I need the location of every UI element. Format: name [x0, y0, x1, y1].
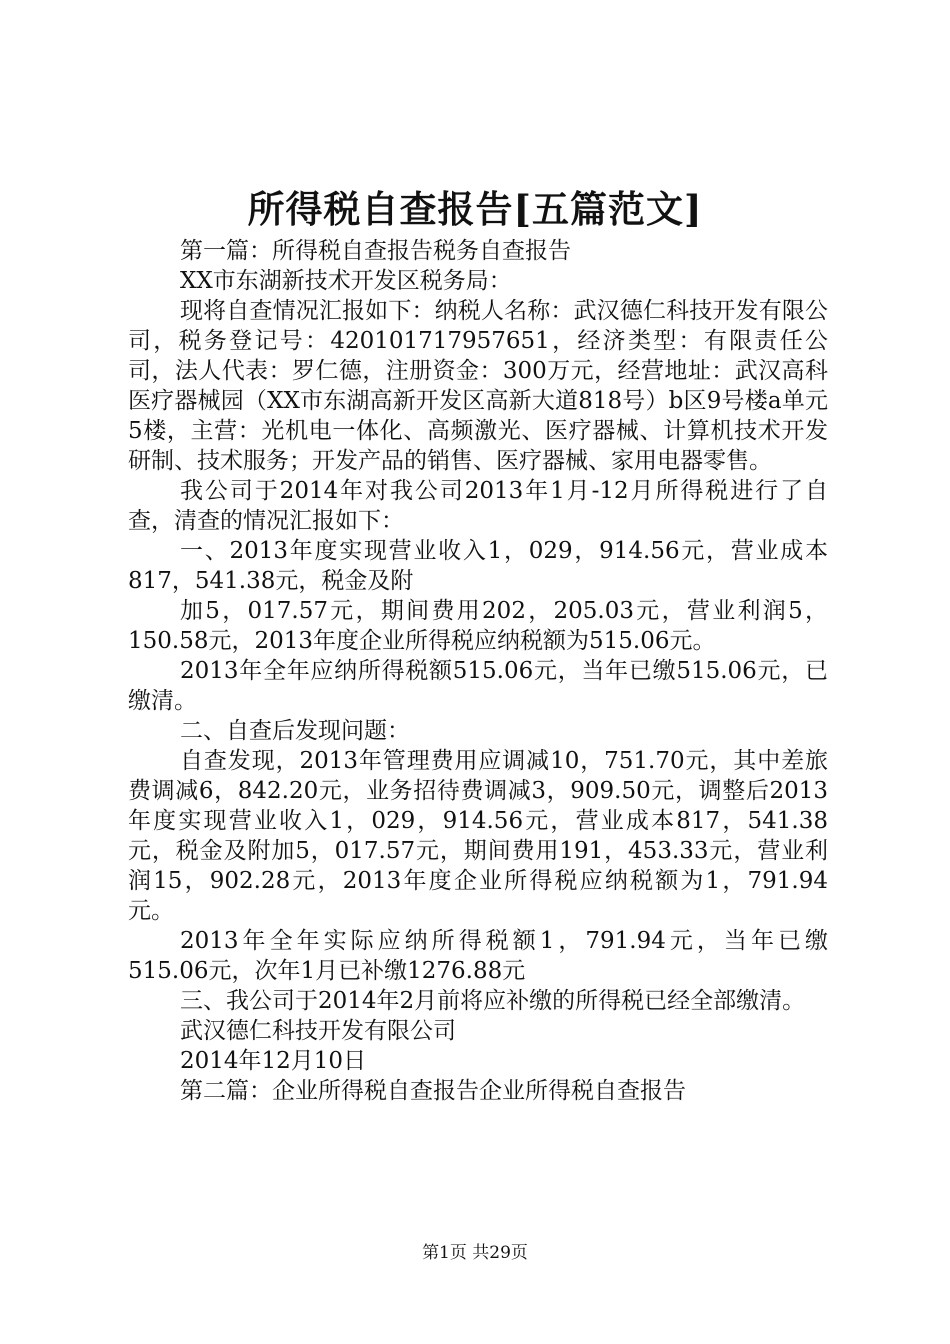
paragraph-actual-tax: 2013年全年实际应纳所得税额1，791.94元，当年已缴515.06元，次年1月已补缴1276.88元	[128, 928, 828, 984]
paragraph-item-1: 一、2013年度实现营业收入1，029，914.56元，营业成本817，541.38元，税金及附	[128, 538, 828, 594]
paragraph-item-3: 三、我公司于2014年2月前将应补缴的所得税已经全部缴清。	[180, 988, 806, 1014]
paragraph-item-2-heading: 二、自查后发现问题：	[180, 718, 410, 744]
paragraph-section-heading-1: 第一篇：所得税自查报告税务自查报告	[180, 238, 571, 264]
document-title: 所得税自查报告[五篇范文]	[247, 187, 703, 231]
paragraph-self-check-intro: 我公司于2014年对我公司2013年1月-12月所得税进行了自查，清查的情况汇报如下：	[128, 478, 828, 534]
paragraph-signature-date: 2014年12月10日	[180, 1048, 367, 1074]
paragraph-section-heading-2: 第二篇：企业所得税自查报告企业所得税自查报告	[180, 1078, 686, 1104]
paragraph-company-info: 现将自查情况汇报如下：纳税人名称：武汉德仁科技开发有限公司，税务登记号：420101717957651，经济类型：有限责任公司，法人代表：罗仁德，注册资金：300万元，经营地址：武汉高科医疗器械园（XX市东湖高新开发区高新大道818号）b区9号楼a单元5楼，主营：光机电一体化、高频激光、医疗器械、计算机技术开发研制、技术服务；开发产品的销售、医疗器械、家用电器零售。	[128, 298, 828, 474]
paragraph-addressee: XX市东湖新技术开发区税务局：	[180, 268, 512, 294]
paragraph-tax-paid: 2013年全年应纳所得税额515.06元，当年已缴515.06元，已缴清。	[128, 658, 828, 714]
page-number-footer: 第1页 共29页	[422, 1243, 528, 1263]
document-body	[128, 236, 828, 1106]
paragraph-signature-company: 武汉德仁科技开发有限公司	[180, 1018, 456, 1044]
paragraph-item-1-continued: 加5，017.57元，期间费用202，205.03元，营业利润5，150.58元，2013年度企业所得税应纳税额为515.06元。	[128, 598, 828, 654]
paragraph-findings: 自查发现，2013年管理费用应调减10，751.70元，其中差旅费调减6，842.20元，业务招待费调减3，909.50元，调整后2013年度实现营业收入1，029，914.56元，营业成本817，541.38元，税金及附加5，017.57元，期间费用191，453.33元，营业利润15，902.28元，2013年度企业所得税应纳税额为1，791.94元。	[128, 748, 828, 924]
